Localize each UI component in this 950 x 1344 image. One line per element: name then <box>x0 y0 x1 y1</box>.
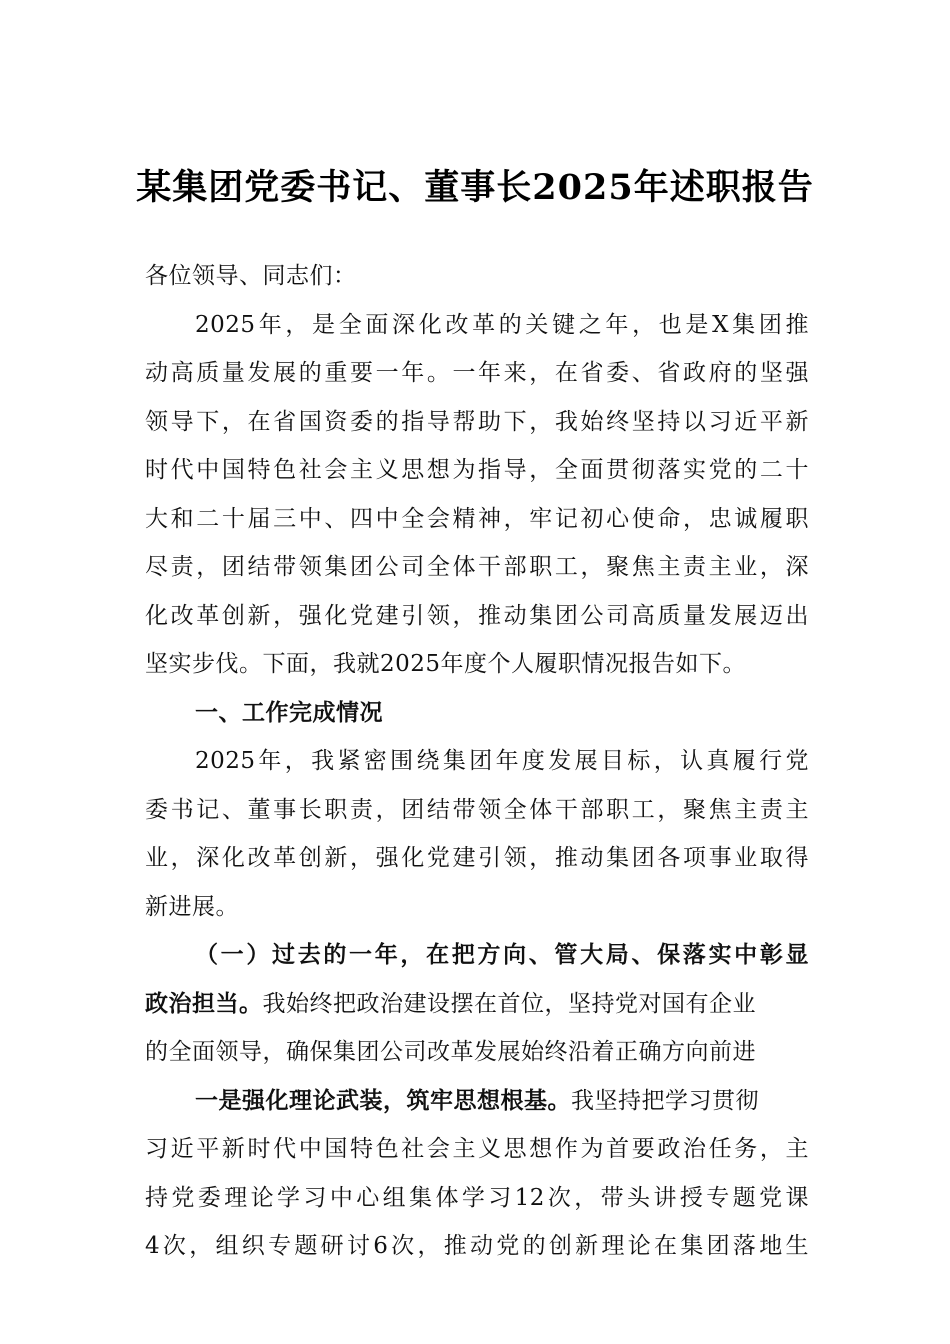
paragraph-line: 持党委理论学习中心组集体学习12次，带头讲授专题党课 <box>145 1184 809 1211</box>
paragraph-line: 委书记、董事长职责，团结带领全体干部职工，聚焦主责主 <box>145 796 809 823</box>
paragraph-text: 我坚持把学习贯彻 <box>571 1087 759 1114</box>
salutation: 各位领导、同志们： <box>145 263 357 289</box>
paragraph-line: 2025年，我紧密围绕集团年度发展目标，认真履行党 <box>195 748 809 774</box>
subsection-heading: （一）过去的一年，在把方向、管大局、保落实中彰显 <box>195 941 809 968</box>
paragraph-line: 领导下，在省国资委的指导帮助下，我始终坚持以习近平新 <box>145 408 809 435</box>
document-title: 某集团党委书记、董事长2025年述职报告 <box>136 167 814 208</box>
paragraph-line <box>145 1077 809 1126</box>
point-heading: 一是强化理论武装，筑牢思想根基。 <box>195 1086 571 1114</box>
paragraph-theory <box>145 1077 809 1271</box>
paragraph-line: 化改革创新，强化党建引领，推动集团公司高质量发展迈出 <box>145 602 809 629</box>
paragraph-line: 大和二十届三中、四中全会精神，牢记初心使命，忠诚履职 <box>145 505 809 532</box>
paragraph-text: 我始终把政治建设摆在首位，坚持党对国有企业 <box>262 990 756 1017</box>
paragraph-line: 业，深化改革创新，强化党建引领，推动集团各项事业取得 <box>145 845 809 871</box>
document-body <box>145 252 809 1271</box>
paragraph-line: 坚实步伐。下面，我就2025年度个人履职情况报告如下。 <box>145 651 747 677</box>
paragraph-line: 尽责，团结带领集团公司全体干部职工，聚焦主责主业，深 <box>145 554 809 580</box>
paragraph-line: 2025年，是全面深化改革的关键之年，也是X集团推 <box>195 311 809 338</box>
paragraph-line: 习近平新时代中国特色社会主义思想作为首要政治任务，主 <box>145 1136 809 1162</box>
paragraph-line: 的全面领导，确保集团公司改革发展始终沿着正确方向前进 <box>145 1039 756 1065</box>
paragraph-political <box>145 931 809 1077</box>
paragraph-intro <box>145 301 809 689</box>
paragraph-line: 4次，组织专题研讨6次，推动党的创新理论在集团落地生 <box>145 1233 809 1259</box>
paragraph-line: 动高质量发展的重要一年。一年来，在省委、省政府的坚强 <box>145 360 809 386</box>
paragraph-line: 新进展。 <box>145 893 239 920</box>
section-heading: 一、工作完成情况 <box>195 699 383 726</box>
paragraph-work-summary <box>145 737 809 931</box>
paragraph-line: 时代中国特色社会主义思想为指导，全面贯彻落实党的二十 <box>145 457 809 483</box>
subsection-heading-end: 政治担当。 <box>145 989 263 1017</box>
paragraph-line <box>145 980 809 1029</box>
